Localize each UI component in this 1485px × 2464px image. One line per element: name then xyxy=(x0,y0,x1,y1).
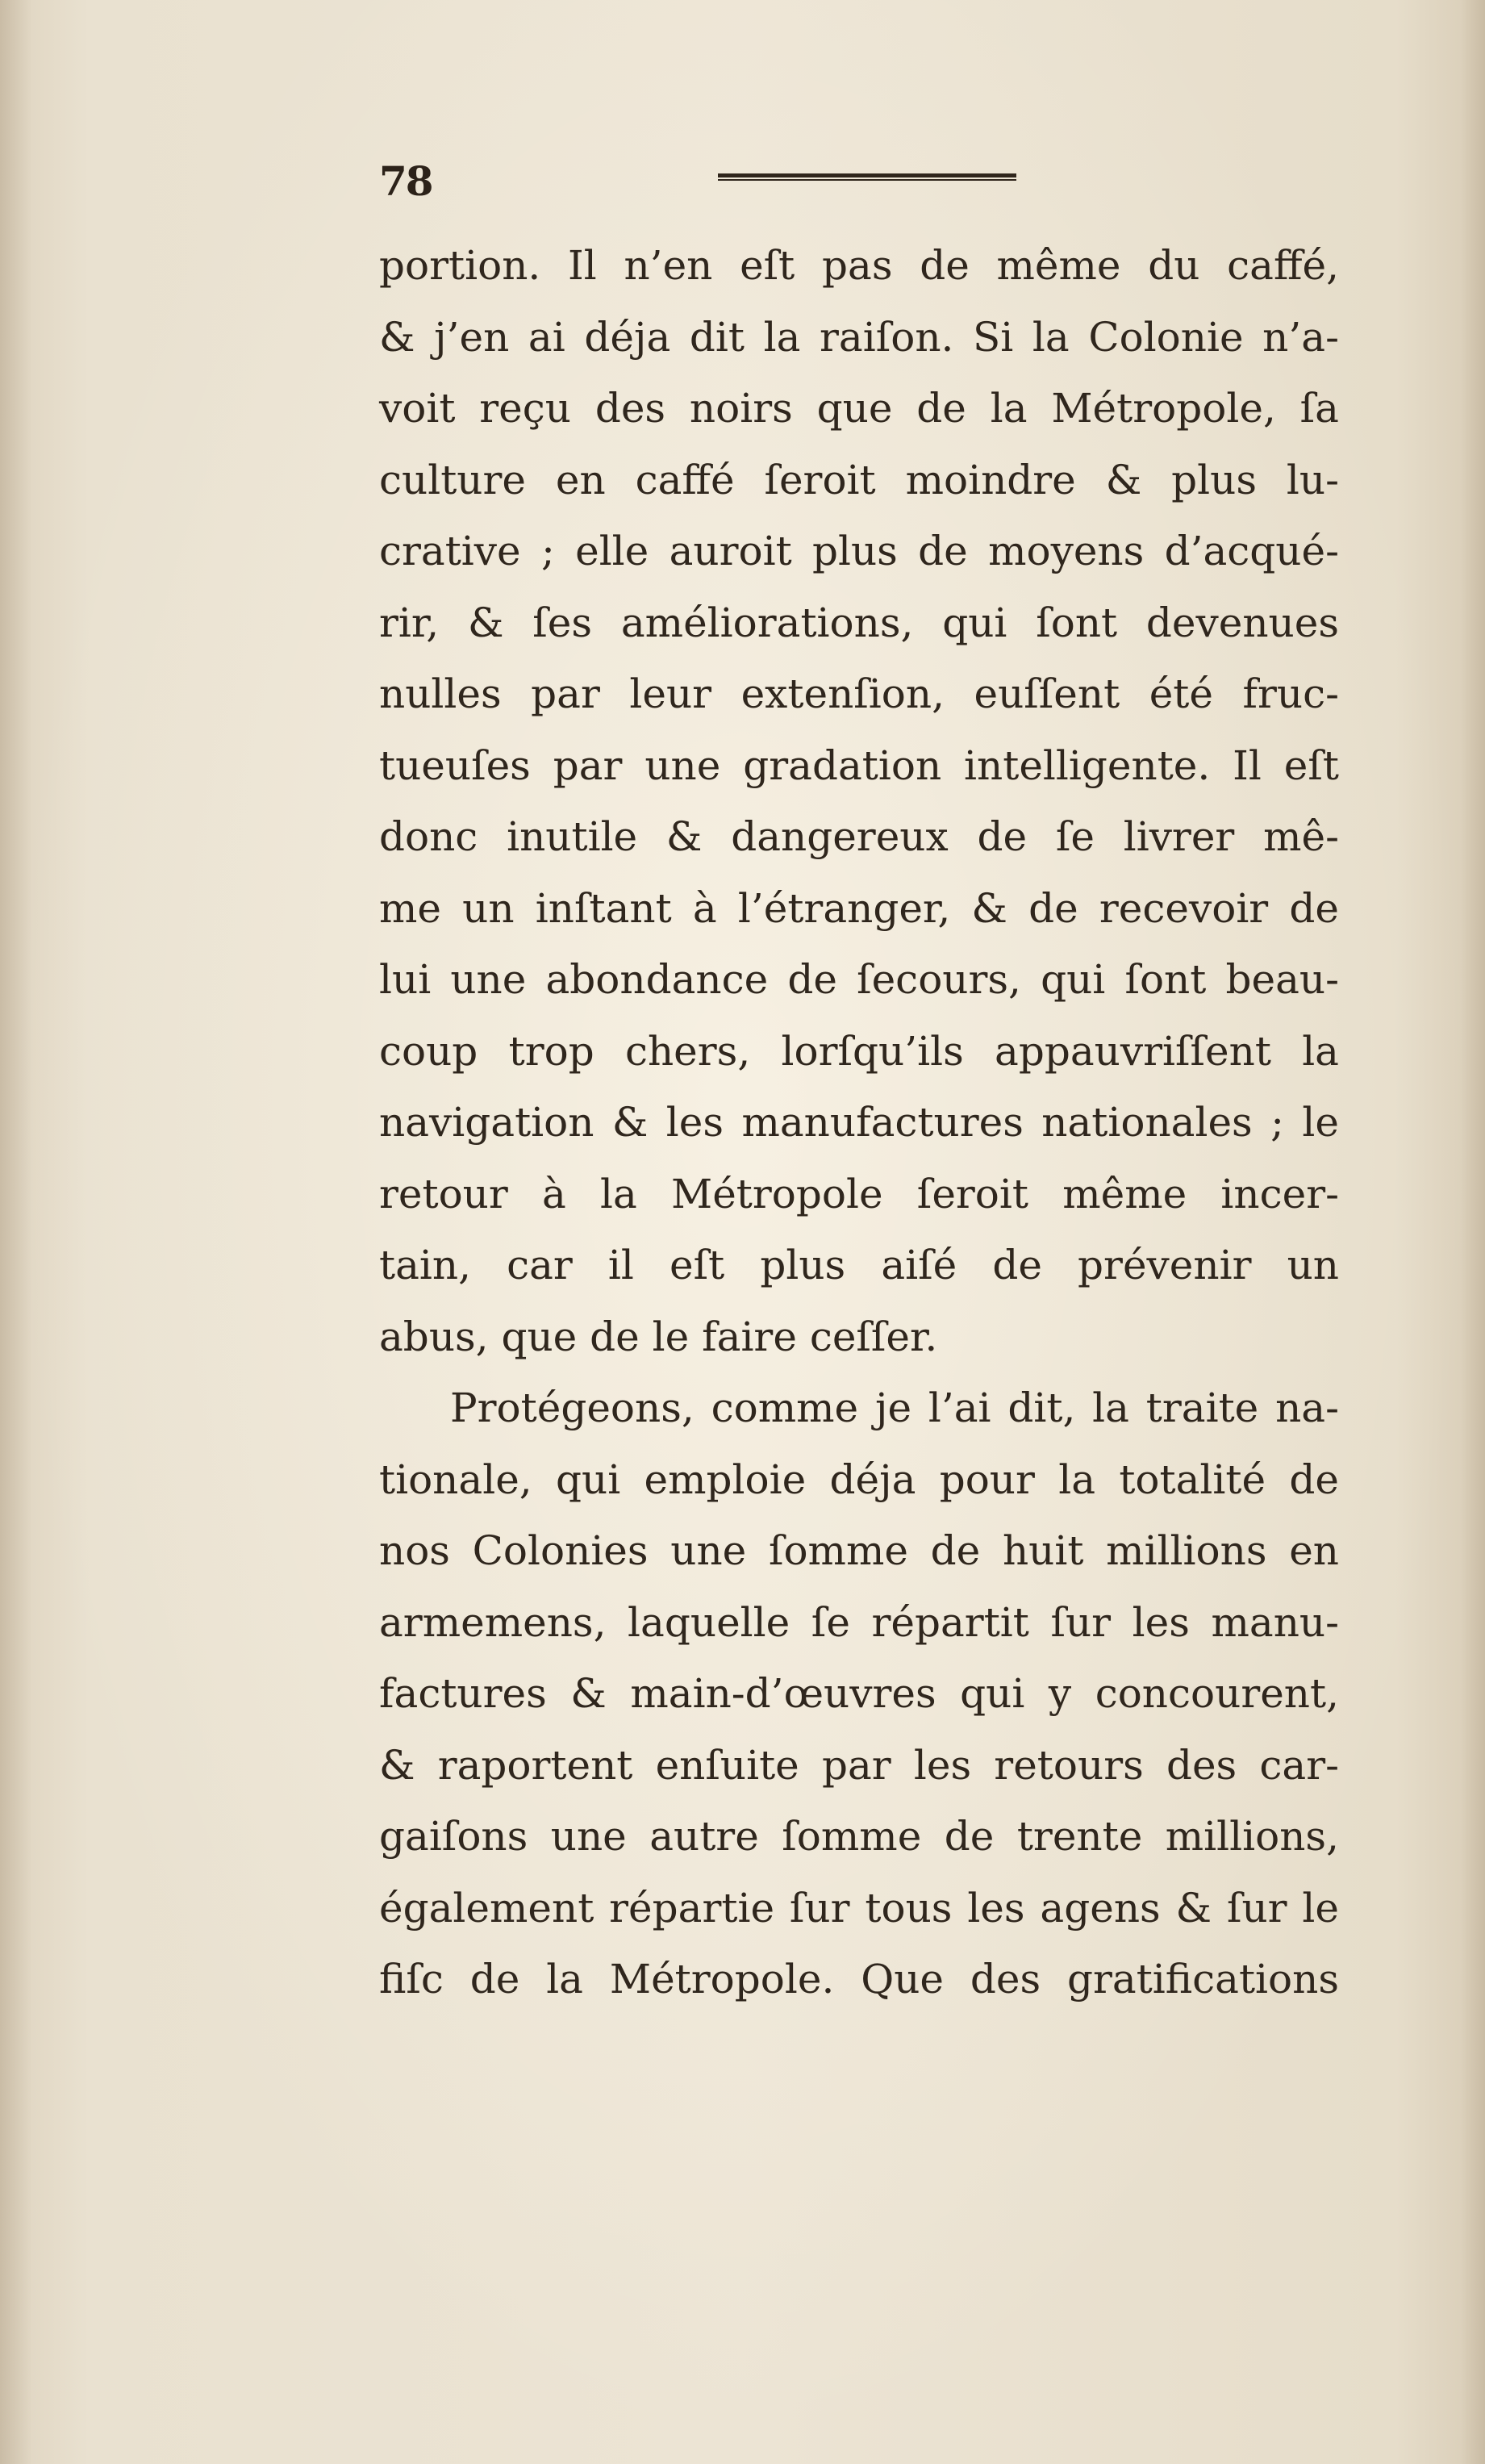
running-head xyxy=(379,157,1347,206)
paragraph-start-line: Protégeons, comme je l’ai dit, la traite na- xyxy=(450,1384,1339,1431)
body-text xyxy=(379,230,1339,2015)
text-line: voit reçu des noirs que de la Métropole, ſa xyxy=(379,385,1339,432)
text-line: gaiſons une autre ſomme de trente millions, xyxy=(379,1813,1339,1860)
text-line: portion. Il n’en eſt pas de même du caffé, xyxy=(379,242,1339,289)
text-line: nos Colonies une ſomme de huit millions en xyxy=(379,1527,1339,1574)
text-line: factures & main-d’œuvres qui y concourent, xyxy=(379,1670,1339,1717)
text-line: crative ; elle auroit plus de moyens d’acqué- xyxy=(379,528,1339,574)
text-line: lui une abondance de ſecours, qui ſont beau- xyxy=(379,956,1339,1003)
text-line: fiſc de la Métropole. Que des gratifications xyxy=(379,1956,1339,2003)
text-line: rir, & ſes améliorations, qui ſont devenues xyxy=(379,599,1339,646)
text-line: coup trop chers, lorſqu’ils appauvriſſent la xyxy=(379,1027,1339,1075)
text-line: culture en caffé ſeroit moindre & plus lu- xyxy=(379,456,1339,503)
text-line: tionale, qui emploie déja pour la totalité de xyxy=(379,1455,1339,1503)
header-rule xyxy=(718,173,1016,181)
text-line: retour à la Métropole ſeroit même incer- xyxy=(379,1170,1339,1217)
text-line: également répartie ſur tous les agens & ſur le xyxy=(379,1884,1339,1932)
text-line: nulles par leur extenſion, euſſent été fruc- xyxy=(379,670,1339,717)
text-line: & raportent enſuite par les retours des car- xyxy=(379,1741,1339,1789)
text-line: donc inutile & dangereux de ſe livrer mê- xyxy=(379,813,1339,860)
text-line: abus, que de le faire ceſſer. xyxy=(379,1313,938,1360)
text-line: armemens, laquelle ſe répartit ſur les manu- xyxy=(379,1598,1339,1646)
text-line: navigation & les manufactures nationales ; le xyxy=(379,1099,1339,1146)
page-number: 78 xyxy=(379,157,432,205)
text-line: tueuſes par une gradation intelligente. Il eſt xyxy=(379,741,1339,789)
text-line: & j’en ai déja dit la raiſon. Si la Colonie n’a- xyxy=(379,313,1339,361)
text-line: me un inſtant à l’étranger, & de recevoir de xyxy=(379,884,1339,932)
text-line: tain, car il eſt plus aiſé de prévenir un xyxy=(379,1242,1339,1288)
